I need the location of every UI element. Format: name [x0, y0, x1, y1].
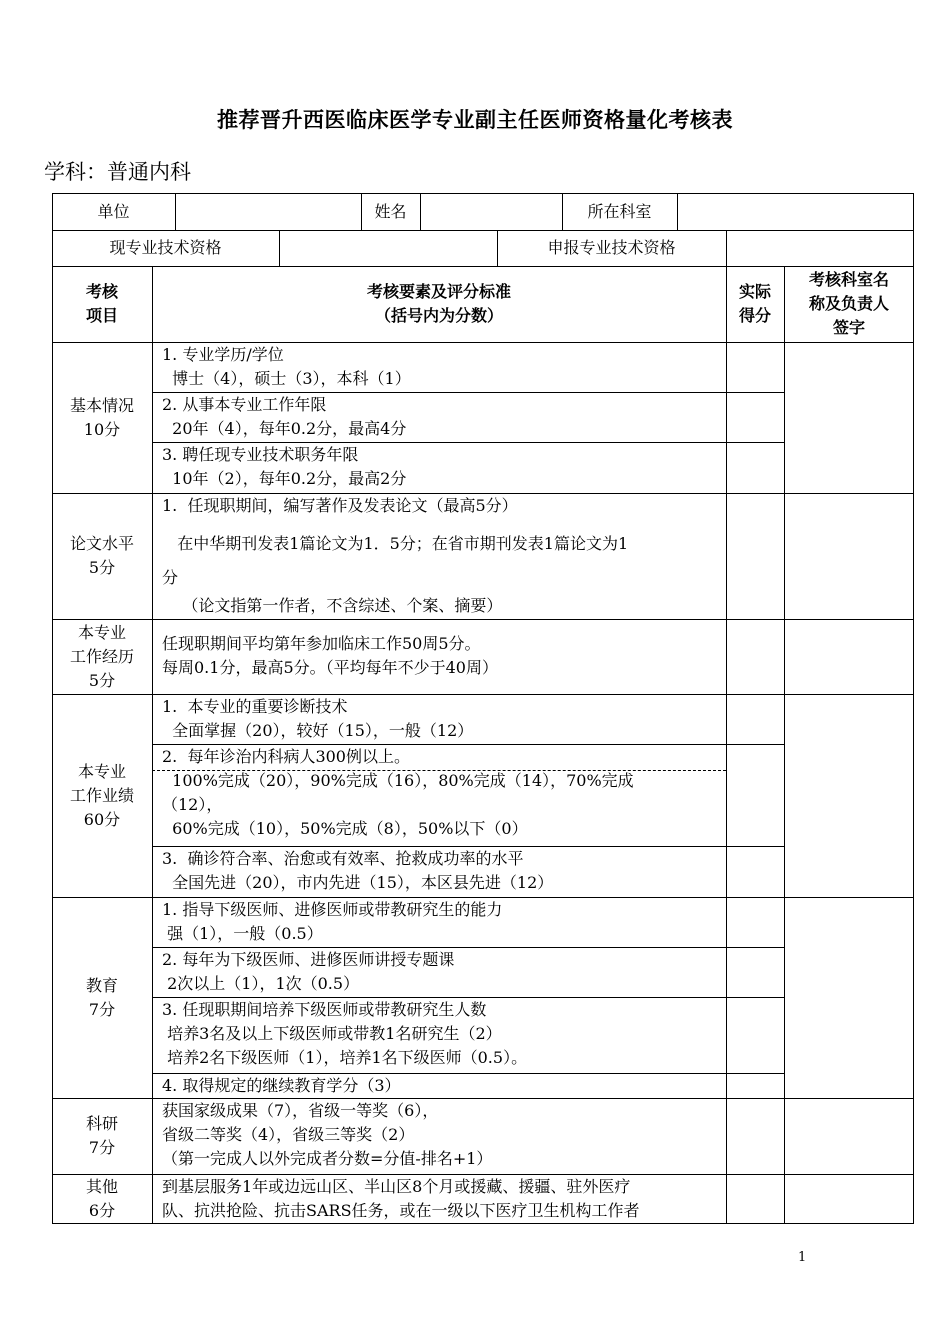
unit-value-field[interactable]	[176, 194, 360, 229]
education-row-3-title: 3. 任现职期间培养下级医师或带教研究生人数	[162, 1000, 487, 1019]
column-header-criteria: 考核要素及评分标准 （括号内为分数）	[366, 282, 511, 325]
section-paper-label: 论文水平 5分	[69, 534, 134, 577]
education-row-3-detail-2: 培养2名下级医师（1），培养1名下级医师（0.5）。	[162, 1048, 528, 1067]
current-qualification-label: 现专业技术资格	[109, 238, 222, 257]
basic-row-3	[152, 443, 726, 491]
basic-row-2-detail: 20年（4），每年0.2分，最高4分	[162, 419, 407, 438]
performance-row-2	[152, 745, 726, 841]
education-sign-field[interactable]	[785, 898, 913, 1097]
basic-row-1-title: 1. 专业学历/学位	[162, 345, 284, 364]
other-line-1: 到基层服务1年或边远山区、半山区8个月或援藏、援疆、驻外医疗	[162, 1177, 631, 1196]
education-row-3	[152, 998, 726, 1070]
performance-row-3-title: 3. 确诊符合率、治愈或有效率、抢救成功率的水平	[162, 849, 524, 868]
basic-row-2-title: 2. 从事本专业工作年限	[162, 395, 327, 414]
section-research-label: 科研 7分	[85, 1114, 118, 1157]
research-line-1: 获国家级成果（7），省级一等奖（6），	[162, 1101, 439, 1120]
basic-score-field-1[interactable]	[727, 343, 783, 391]
performance-row-2-detail-1: 100%完成（20），90%完成（16），80%完成（14），70%完成	[162, 771, 634, 790]
paper-line-3: 分	[162, 568, 179, 587]
education-score-field-4[interactable]	[727, 1074, 783, 1097]
section-experience-label: 本专业 工作经历 5分	[69, 622, 134, 690]
paper-criteria	[152, 494, 726, 618]
basic-row-2	[152, 393, 726, 441]
research-criteria	[152, 1099, 726, 1171]
subject-label: 学科：普通内科	[44, 160, 191, 184]
paper-line-4: （论文指第一作者，不含综述、个案、摘要）	[162, 596, 503, 615]
performance-sign-field[interactable]	[785, 695, 913, 896]
basic-score-field-2[interactable]	[727, 393, 783, 441]
other-line-2: 队、抗洪抢险、抗击SARS任务，或在一级以下医疗卫生机构工作者	[162, 1201, 640, 1220]
education-row-3-detail-1: 培养3名及以上下级医师或带教1名研究生（2）	[162, 1024, 502, 1043]
experience-score-field[interactable]	[727, 620, 783, 693]
basic-sign-field[interactable]	[785, 343, 913, 492]
experience-criteria	[152, 632, 726, 680]
performance-row-3-detail: 全国先进（20），市内先进（15），本区县先进（12）	[162, 873, 554, 892]
unit-label: 单位	[97, 201, 130, 221]
performance-score-field-1[interactable]	[727, 695, 783, 743]
performance-score-field-3[interactable]	[727, 847, 783, 896]
education-score-field-1[interactable]	[727, 898, 783, 946]
research-sign-field[interactable]	[785, 1099, 913, 1173]
apply-qualification-field[interactable]	[727, 231, 913, 265]
section-basic-label: 基本情况 10分	[69, 395, 134, 439]
column-header-sign: 考核科室名 称及负责人 签字	[808, 270, 889, 337]
performance-row-2-title: 2. 每年诊治内科病人300例以上。	[162, 747, 410, 766]
performance-row-1	[152, 695, 726, 743]
education-row-2-title: 2. 每年为下级医师、进修医师讲授专题课	[162, 950, 455, 969]
section-education-label: 教育 7分	[85, 975, 118, 1019]
research-score-field[interactable]	[727, 1099, 783, 1173]
research-line-3: （第一完成人以外完成者分数=分值-排名+1）	[162, 1149, 493, 1168]
education-row-4-title: 4. 取得规定的继续教育学分（3）	[162, 1076, 401, 1095]
education-row-1-title: 1. 指导下级医师、进修医师或带教研究生的能力	[162, 900, 503, 919]
performance-row-1-title: 1. 本专业的重要诊断技术	[162, 697, 348, 716]
column-header-score: 实际 得分	[738, 282, 771, 325]
paper-score-field[interactable]	[727, 494, 783, 618]
basic-row-3-title: 3. 聘任现专业技术职务年限	[162, 445, 359, 464]
other-criteria	[152, 1175, 726, 1223]
paper-sign-field[interactable]	[785, 494, 913, 618]
section-other-label: 其他 6分	[85, 1177, 118, 1220]
column-header-item: 考核 项目	[85, 282, 118, 325]
education-score-field-3[interactable]	[727, 998, 783, 1072]
education-row-4	[152, 1074, 726, 1098]
education-row-2	[152, 948, 726, 996]
dept-value-field[interactable]	[678, 194, 913, 229]
performance-row-1-detail: 全面掌握（20），较好（15），一般（12）	[162, 721, 474, 740]
name-value-field[interactable]	[421, 194, 561, 229]
education-score-field-2[interactable]	[727, 948, 783, 996]
basic-score-field-3[interactable]	[727, 443, 783, 492]
research-line-2: 省级二等奖（4），省级三等奖（2）	[162, 1125, 415, 1144]
section-performance-label: 本专业 工作业绩 60分	[69, 761, 134, 829]
performance-row-3	[152, 847, 726, 895]
dept-label: 所在科室	[587, 201, 652, 221]
basic-row-1-detail: 博士（4），硕士（3），本科（1）	[162, 369, 411, 388]
page-number: 1	[798, 1250, 807, 1265]
experience-line-2: 每周0.1分，最高5分。（平均每年不少于40周）	[162, 658, 498, 677]
other-sign-field[interactable]	[785, 1175, 913, 1223]
experience-line-1: 任现职期间平均第年参加临床工作50周5分。	[162, 634, 481, 653]
performance-row-2-detail-3: 60%完成（10），50%完成（8），50%以下（0）	[162, 819, 528, 838]
performance-score-field-2[interactable]	[727, 745, 783, 845]
education-row-1	[152, 898, 726, 946]
page-title: 推荐晋升西医临床医学专业副主任医师资格量化考核表	[217, 107, 733, 132]
current-qualification-field[interactable]	[280, 231, 496, 265]
education-row-1-detail: 强（1），一般（0.5）	[162, 924, 323, 943]
basic-row-3-detail: 10年（2），每年0.2分，最高2分	[162, 469, 407, 488]
performance-row-2-detail-2: （12），	[162, 795, 223, 814]
other-score-field[interactable]	[727, 1175, 783, 1223]
paper-line-1: 1. 任现职期间，编写著作及发表论文（最高5分）	[162, 496, 518, 515]
paper-line-2: 在中华期刊发表1篇论文为1．5分；在省市期刊发表1篇论文为1	[162, 534, 629, 553]
name-label: 姓名	[374, 201, 407, 221]
apply-qualification-label: 申报专业技术资格	[547, 238, 676, 257]
basic-row-1	[152, 343, 726, 391]
education-row-2-detail: 2次以上（1），1次（0.5）	[162, 974, 360, 993]
experience-sign-field[interactable]	[785, 620, 913, 693]
